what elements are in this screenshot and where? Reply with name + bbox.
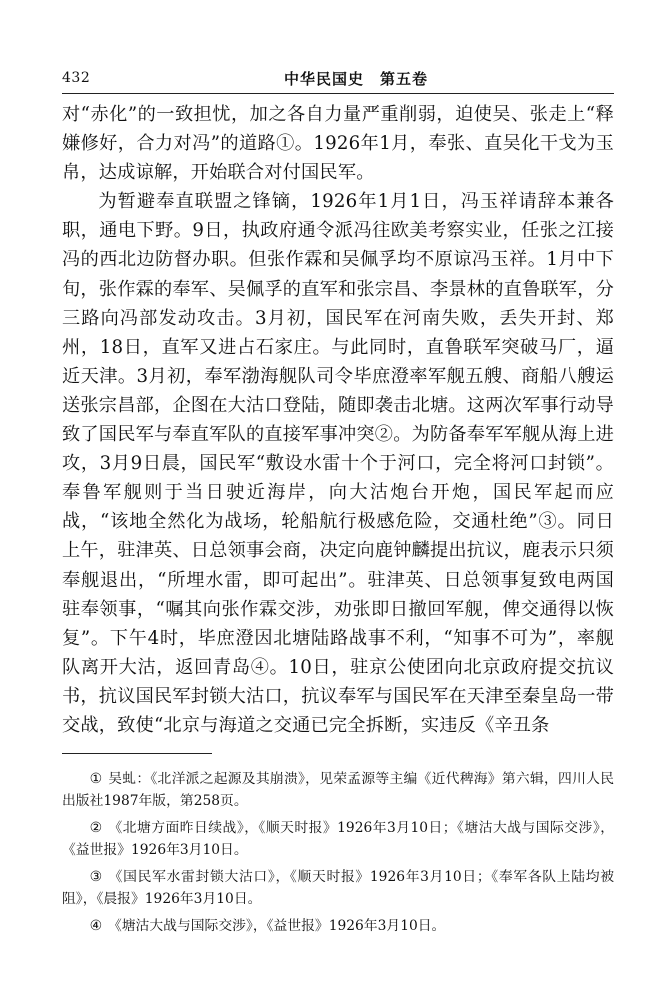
footnote-marker: ① (89, 771, 103, 787)
page-number: 432 (62, 70, 91, 86)
footnote-marker: ④ (89, 918, 102, 934)
running-title: 中华民国史 第五卷 (284, 70, 429, 88)
footnote-1 (62, 768, 614, 812)
footnote-text: 《塘沽大战与国际交涉》，《益世报》1926年3月10日。 (107, 918, 446, 934)
footnote-marker: ③ (89, 869, 103, 885)
main-text (62, 100, 614, 740)
page-header (62, 68, 614, 90)
header-rule (62, 93, 614, 94)
paragraph-2: 为暂避奉直联盟之锋镝，1926年1月1日，冯玉祥请辞本兼各职，通电下野。9日，执政府通令派冯往欧美考察实业，任张之江接冯的西北边防督办职。但张作霖和吴佩孚均不原谅冯玉祥。1月中下旬，张作霖的奉军、吴佩孚的直军和张宗昌、李景林的直鲁联军，分三路向冯部发动攻击。3月初，国民军在河南失败，丢失开封、郑州，18日，直军又进占石家庄。与此同时，直鲁联军突破马厂，逼近天津。3月初，奉军渤海舰队司令毕庶澄率军舰五艘、商船八艘运送张宗昌部，企图在大沽口登陆，随即袭击北塘。这两次军事行动导致了国民军与奉直军队的直接军事冲突②。为防备奉军军舰从海上进攻，3月9日晨，国民军“敷设水雷十个于河口，完全将河口封锁”。奉鲁军舰则于当日驶近海岸，向大沽炮台开炮，国民军起而应战，“该地全然化为战场，轮船航行极感危险，交通杜绝”③。同日上午，驻津英、日总领事会商，决定向鹿钟麟提出抗议，鹿表示只须奉舰退出，“所埋水雷，即可起出”。驻津英、日总领事复致电两国驻奉领事，“嘱其向张作霖交涉，劝张即日撤回军舰，俾交通得以恢复”。下午4时，毕庶澄因北塘陆路战事不利，“知事不可为”，率舰队离开大沽，返回青岛④。10日，驻京公使团向北京政府提交抗议书，抗议国民军封锁大沽口，抗议奉军与国民军在天津至秦皇岛一带交战，致使“北京与海道之交通已完全拆断，实违反《辛丑条 (62, 191, 614, 736)
footnote-4 (62, 915, 614, 937)
footnote-rule (62, 753, 212, 754)
book-page (62, 0, 614, 1000)
footnote-text: 吴虬：《北洋派之起源及其崩溃》，见荣孟源等主编《近代稗海》第六辑，四川人民出版社1987年版，第258页。 (62, 771, 614, 809)
footnote-2 (62, 817, 614, 861)
paragraph-1: 对“赤化”的一致担忧，加之各自力量严重削弱，迫使吴、张走上“释嫌修好，合力对冯”的道路①。1926年1月，奉张、直吴化干戈为玉帛，达成谅解，开始联合对付国民军。 (62, 104, 614, 184)
footnotes (62, 768, 614, 942)
footnote-text: 《北塘方面昨日续战》，《顺天时报》1926年3月10日；《塘沽大战与国际交涉》，《益世报》1926年3月10日。 (62, 820, 614, 858)
footnote-marker: ② (89, 820, 103, 836)
footnote-3 (62, 866, 614, 910)
footnote-text: 《国民军水雷封锁大沽口》，《顺天时报》1926年3月10日；《奉军各队上陆均被阻》，《晨报》1926年3月10日。 (62, 869, 615, 907)
